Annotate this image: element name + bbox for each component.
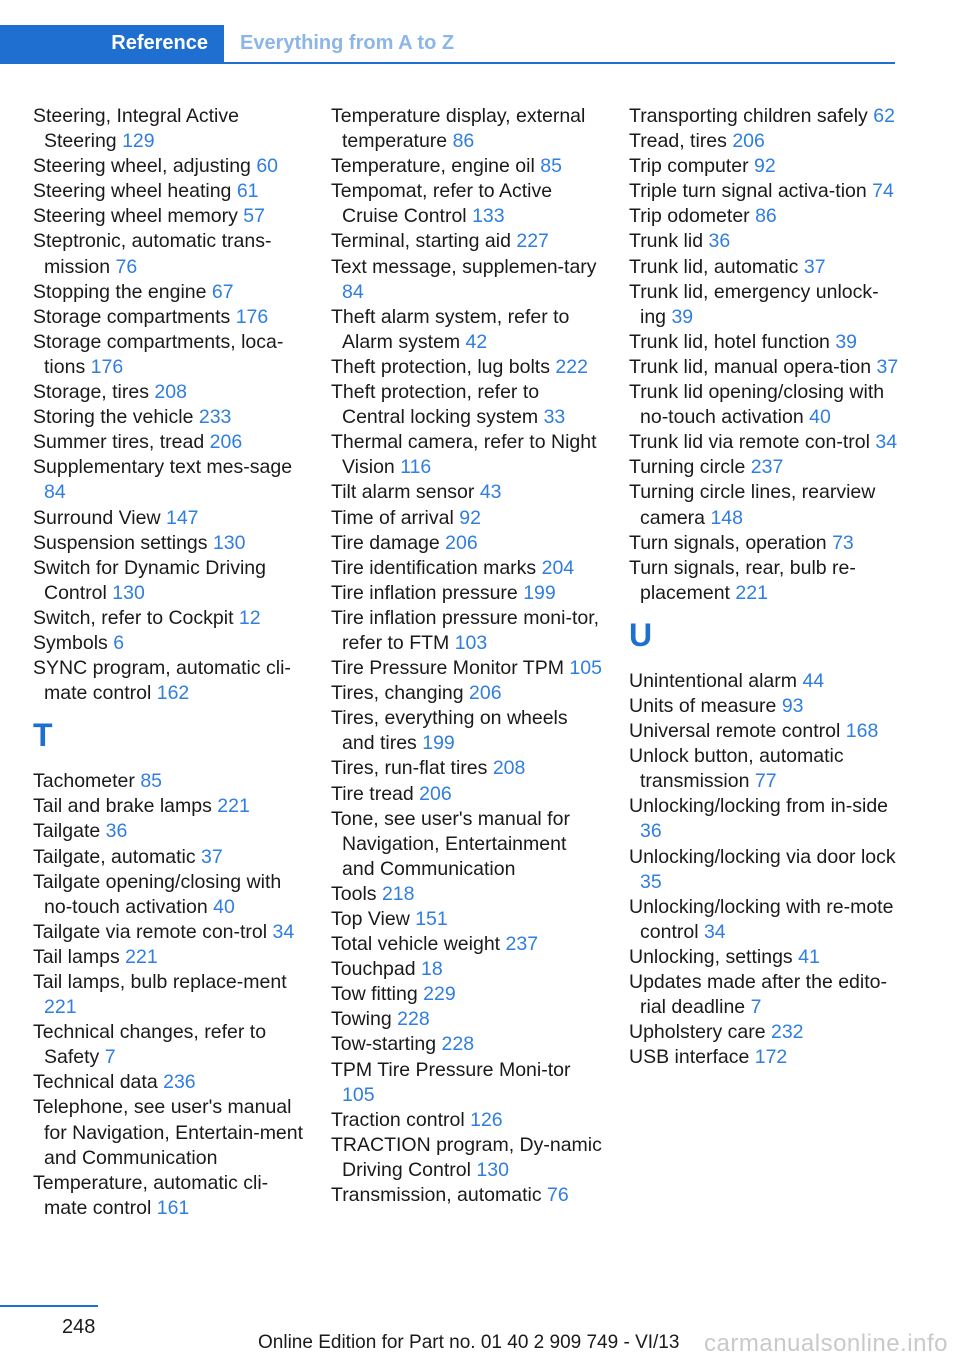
- index-entry: [629, 845, 901, 895]
- index-entry: [33, 1095, 305, 1170]
- page-reference-link[interactable]: 37: [803, 255, 826, 278]
- index-term: Total vehicle weight: [331, 933, 501, 956]
- index-entry: [33, 330, 305, 380]
- index-term: Switch, refer to Cockpit: [33, 606, 234, 629]
- index-entry: [629, 1045, 901, 1070]
- index-term: Tire tread: [331, 782, 414, 805]
- index-entry: [33, 656, 305, 706]
- index-term: Suspension settings: [33, 531, 208, 554]
- index-term: Trip computer: [629, 155, 749, 178]
- index-entry: [331, 179, 603, 229]
- page-reference-link[interactable]: 7: [104, 1046, 116, 1069]
- page-reference-link[interactable]: 36: [708, 230, 731, 253]
- page-reference-link[interactable]: 84: [44, 481, 66, 504]
- page-reference-link[interactable]: 39: [835, 330, 858, 353]
- index-term: Tempomat, refer to Active Cruise Control: [331, 180, 553, 228]
- page-reference-link[interactable]: 18: [421, 958, 443, 981]
- index-term: Tone, see user's manual for Navigation, Entertainment and Communication: [331, 807, 570, 880]
- index-term: TPM Tire Pressure Moni-tor: [331, 1058, 571, 1081]
- index-entry: [33, 1020, 305, 1070]
- index-term: Time of arrival: [331, 506, 454, 529]
- index-entry: [33, 179, 305, 204]
- index-entry: [629, 355, 901, 380]
- index-term: Text message, supplemen-tary: [331, 255, 597, 278]
- page-reference-link[interactable]: 218: [381, 882, 415, 905]
- index-term: TRACTION program, Dy-namic Driving Control: [331, 1133, 602, 1181]
- page-reference-link[interactable]: 206: [445, 531, 478, 554]
- index-entry: [331, 606, 603, 656]
- page-reference-link[interactable]: 199: [523, 581, 556, 604]
- index-term: Steering wheel heating: [33, 180, 232, 203]
- page-reference-link[interactable]: 199: [422, 732, 455, 755]
- index-term: Updates made after the edito-rial deadline: [629, 971, 887, 1019]
- page-reference-link[interactable]: 73: [832, 531, 854, 554]
- index-entry: [331, 807, 603, 882]
- index-entry: [33, 506, 305, 531]
- index-term: Turning circle: [629, 456, 746, 479]
- index-entry: [629, 719, 901, 744]
- index-term: Trunk lid via remote con-trol: [629, 431, 870, 454]
- page-reference-link[interactable]: 221: [125, 945, 158, 968]
- page-reference-link[interactable]: 76: [115, 255, 138, 278]
- index-term: SYNC program, automatic cli-mate control: [33, 657, 291, 705]
- page-reference-link[interactable]: 206: [732, 130, 765, 153]
- index-entry: [33, 104, 305, 154]
- index-term: Technical data: [33, 1071, 158, 1094]
- page-reference-link[interactable]: 116: [400, 456, 432, 479]
- index-entry: [629, 154, 901, 179]
- page-reference-link[interactable]: 84: [342, 280, 364, 303]
- index-term: Tires, everything on wheels and tires: [331, 707, 568, 755]
- page-reference-link[interactable]: 228: [397, 1008, 430, 1031]
- page-reference-link[interactable]: 33: [543, 406, 566, 429]
- index-term: Storage compartments: [33, 305, 231, 328]
- page-reference-link[interactable]: 34: [875, 431, 898, 454]
- index-term: Touchpad: [331, 958, 416, 981]
- index-entry: [629, 694, 901, 719]
- page-reference-link[interactable]: 76: [547, 1184, 569, 1207]
- page-header: [0, 25, 895, 64]
- page-reference-link[interactable]: 229: [423, 983, 456, 1006]
- index-term: Tailgate opening/closing with no-touch activation: [33, 870, 282, 918]
- index-term: Storing the vehicle: [33, 406, 194, 429]
- page-reference-link[interactable]: 206: [419, 782, 452, 805]
- page-reference-link[interactable]: 86: [755, 205, 777, 228]
- index-term: Steering wheel, adjusting: [33, 155, 251, 178]
- index-entry: [33, 1171, 305, 1221]
- page-reference-link[interactable]: 85: [540, 155, 562, 178]
- page-reference-link[interactable]: 221: [217, 795, 250, 818]
- page-reference-link[interactable]: 176: [235, 305, 269, 328]
- page-reference-link[interactable]: 222: [555, 355, 588, 378]
- index-term: Tools: [331, 882, 377, 905]
- page-reference-link[interactable]: 161: [156, 1196, 190, 1219]
- index-entry: [629, 330, 901, 355]
- page-reference-link[interactable]: 168: [845, 720, 879, 743]
- index-entry: [629, 229, 901, 254]
- index-term: Symbols: [33, 631, 108, 654]
- index-entry: [331, 782, 603, 807]
- index-term: Tire damage: [331, 531, 440, 554]
- index-entry: [33, 1070, 305, 1095]
- index-entry: [331, 681, 603, 706]
- page-reference-link[interactable]: 60: [256, 155, 279, 178]
- index-term: Theft alarm system, refer to Alarm system: [331, 305, 570, 353]
- index-entry: [33, 430, 305, 455]
- index-term: Storage compartments, loca-tions: [33, 330, 284, 378]
- page-reference-link[interactable]: 162: [156, 682, 190, 705]
- index-entry: [331, 430, 603, 480]
- index-term: Traction control: [331, 1108, 465, 1131]
- page-reference-link[interactable]: 105: [569, 657, 602, 680]
- index-term: Temperature display, external temperature: [331, 105, 586, 153]
- index-entry: [331, 556, 603, 581]
- index-term: Universal remote control: [629, 720, 841, 743]
- index-entry: [33, 970, 305, 1020]
- index-term: Steering wheel memory: [33, 205, 238, 228]
- index-term: Tail and brake lamps: [33, 795, 212, 818]
- index-column-2: [331, 104, 603, 1208]
- index-entry: [33, 280, 305, 305]
- index-term: Technical changes, refer to Safety: [33, 1021, 267, 1069]
- page-reference-link[interactable]: 37: [876, 355, 899, 378]
- page-reference-link[interactable]: 42: [465, 330, 488, 353]
- index-entry: [331, 1007, 603, 1032]
- index-term: Trunk lid, manual opera-tion: [629, 355, 872, 378]
- index-entry: [629, 970, 901, 1020]
- page-reference-link[interactable]: 86: [452, 130, 475, 153]
- index-entry: [331, 506, 603, 531]
- index-term: Tire Pressure Monitor TPM: [331, 657, 564, 680]
- index-term: Unlock button, automatic transmission: [629, 745, 844, 793]
- index-term: Telephone, see user's manual for Navigation, Entertain-ment and Communication: [33, 1096, 304, 1169]
- index-entry: [33, 769, 305, 794]
- page-reference-link[interactable]: 36: [640, 820, 662, 843]
- index-entry: [629, 129, 901, 154]
- index-entry: [629, 794, 901, 844]
- index-entry: [33, 920, 305, 945]
- index-term: Summer tires, tread: [33, 431, 205, 454]
- watermark: carmanualsonline.info: [704, 1330, 948, 1357]
- index-entry: [331, 154, 603, 179]
- page-reference-link[interactable]: 57: [243, 205, 265, 228]
- page-reference-link[interactable]: 130: [476, 1158, 509, 1181]
- page-reference-link[interactable]: 237: [505, 933, 539, 956]
- index-term: Turn signals, rear, bulb re-placement: [629, 556, 856, 604]
- index-entry: [331, 380, 603, 430]
- page-reference-link[interactable]: 92: [753, 155, 776, 178]
- index-entry: [331, 1058, 603, 1108]
- page-reference-link[interactable]: 206: [209, 431, 243, 454]
- page-reference-link[interactable]: 43: [479, 481, 502, 504]
- edition-note: Online Edition for Part no. 01 40 2 909 749 - VI/13: [258, 1332, 680, 1353]
- page-reference-link[interactable]: 61: [236, 180, 259, 203]
- page-reference-link[interactable]: 221: [44, 996, 77, 1019]
- page-reference-link[interactable]: 237: [750, 456, 784, 479]
- index-entry: [33, 154, 305, 179]
- index-term: Theft protection, lug bolts: [331, 355, 550, 378]
- index-entry: [629, 380, 901, 430]
- index-entry: [33, 945, 305, 970]
- index-term: Tires, run-flat tires: [331, 757, 488, 780]
- index-term: Turning circle lines, rearview camera: [629, 481, 876, 529]
- index-entry: [629, 104, 901, 129]
- page-reference-link[interactable]: 67: [211, 280, 234, 303]
- page-reference-link[interactable]: 233: [198, 406, 232, 429]
- index-term: Unintentional alarm: [629, 669, 798, 692]
- index-entry: [331, 1133, 603, 1183]
- index-term: Units of measure: [629, 694, 777, 717]
- index-entry: [331, 104, 603, 154]
- index-entry: [629, 531, 901, 556]
- page-reference-link[interactable]: 40: [809, 406, 831, 429]
- index-term: Tire identification marks: [331, 556, 537, 579]
- index-term: Terminal, starting aid: [331, 230, 511, 253]
- page-reference-link[interactable]: 34: [703, 920, 726, 943]
- index-entry: [331, 1108, 603, 1133]
- page-reference-link[interactable]: 130: [212, 531, 246, 554]
- index-term: Turn signals, operation: [629, 531, 827, 554]
- page-reference-link[interactable]: 36: [105, 820, 128, 843]
- index-term: Steptronic, automatic trans-mission: [33, 230, 272, 278]
- page-reference-link[interactable]: 35: [640, 870, 662, 893]
- index-term: Trunk lid, emergency unlock-ing: [629, 280, 879, 328]
- index-letter-heading: T: [33, 717, 53, 754]
- index-term: USB interface: [629, 1046, 750, 1069]
- index-entry: [629, 556, 901, 606]
- index-entry: [331, 982, 603, 1007]
- index-entry: [331, 957, 603, 982]
- section-tab: Reference: [0, 25, 224, 62]
- index-term: Stopping the engine: [33, 280, 207, 303]
- index-term: Trunk lid: [629, 230, 704, 253]
- page-reference-link[interactable]: 228: [441, 1033, 475, 1056]
- index-entry: [331, 656, 603, 681]
- index-term: Towing: [331, 1008, 392, 1031]
- index-term: Switch for Dynamic Driving Control: [33, 556, 266, 604]
- index-entry: [33, 531, 305, 556]
- page-reference-link[interactable]: 103: [454, 631, 488, 654]
- footer-rule: [0, 1305, 98, 1307]
- index-entry: [33, 631, 305, 656]
- index-entry: [331, 1183, 603, 1208]
- index-term: Trunk lid, automatic: [629, 255, 799, 278]
- index-entry: [629, 945, 901, 970]
- page-reference-link[interactable]: 147: [165, 506, 199, 529]
- page-number: 248: [62, 1316, 96, 1338]
- index-term: Triple turn signal activa-tion: [629, 180, 867, 203]
- page-reference-link[interactable]: 93: [781, 694, 804, 717]
- index-term: Steering, Integral Active Steering: [33, 105, 239, 153]
- page-reference-link[interactable]: 208: [492, 757, 526, 780]
- index-entry: [33, 455, 305, 505]
- index-entry: [629, 280, 901, 330]
- page-reference-link[interactable]: 172: [754, 1046, 788, 1069]
- index-term: Trunk lid opening/closing with no-touch activation: [629, 381, 885, 429]
- index-term: Transmission, automatic: [331, 1184, 542, 1207]
- index-entry: [33, 204, 305, 229]
- page-reference-link[interactable]: 227: [516, 230, 549, 253]
- index-entry: [331, 706, 603, 756]
- index-entry: [33, 405, 305, 430]
- index-term: Tire inflation pressure moni-tor, refer to FTM: [331, 606, 600, 654]
- index-entry: [33, 819, 305, 844]
- index-entry: [33, 870, 305, 920]
- page-reference-link[interactable]: 12: [238, 606, 261, 629]
- page-reference-link[interactable]: 206: [469, 682, 502, 705]
- index-entry: [331, 229, 603, 254]
- page-reference-link[interactable]: 148: [710, 506, 743, 529]
- page-reference-link[interactable]: 204: [541, 556, 575, 579]
- page-reference-link[interactable]: 129: [122, 130, 155, 153]
- index-term: Tires, changing: [331, 682, 464, 705]
- index-term: Tow-starting: [331, 1033, 437, 1056]
- index-entry: [331, 1032, 603, 1057]
- index-entry: [331, 355, 603, 380]
- index-term: Temperature, automatic cli-mate control: [33, 1171, 269, 1219]
- page-reference-link[interactable]: 208: [154, 381, 187, 404]
- page-reference-link[interactable]: 236: [163, 1071, 196, 1094]
- index-term: Tail lamps, bulb replace-ment: [33, 971, 287, 993]
- index-term: Upholstery care: [629, 1021, 766, 1044]
- index-term: Unlocking/locking with re-mote control: [629, 895, 894, 943]
- index-term: Storage, tires: [33, 381, 149, 404]
- index-column-1: [33, 104, 305, 1221]
- page-reference-link[interactable]: 7: [750, 996, 762, 1019]
- index-term: Trunk lid, hotel function: [629, 330, 830, 353]
- index-entry: [629, 1020, 901, 1045]
- page-reference-link[interactable]: 39: [671, 305, 694, 328]
- index-term: Temperature, engine oil: [331, 155, 535, 178]
- index-entry: [33, 556, 305, 606]
- page-reference-link[interactable]: 92: [459, 506, 481, 529]
- index-entry: [629, 895, 901, 945]
- index-entry: [629, 480, 901, 530]
- index-entry: [331, 255, 603, 305]
- page-reference-link[interactable]: 74: [872, 180, 894, 203]
- index-entry: [331, 531, 603, 556]
- index-term: Tailgate: [33, 820, 101, 843]
- chapter-title: Everything from A to Z: [240, 32, 455, 54]
- index-term: Tire inflation pressure: [331, 581, 518, 604]
- index-entry: [629, 744, 901, 794]
- index-term: Tread, tires: [629, 130, 727, 153]
- index-term: Tow fitting: [331, 983, 418, 1006]
- page-reference-link[interactable]: 34: [272, 920, 295, 943]
- index-term: Thermal camera, refer to Night Vision: [331, 431, 597, 479]
- index-entry: [33, 305, 305, 330]
- index-term: Supplementary text mes-sage: [33, 456, 293, 479]
- index-term: Unlocking, settings: [629, 945, 793, 968]
- index-entry: [33, 229, 305, 279]
- index-term: Top View: [331, 908, 410, 930]
- page-reference-link[interactable]: 221: [735, 581, 768, 604]
- index-entry: [629, 669, 901, 694]
- page-reference-link[interactable]: 77: [754, 770, 777, 793]
- index-term: Tail lamps: [33, 945, 120, 968]
- index-entry: [331, 932, 603, 957]
- index-entry: [331, 907, 603, 932]
- index-term: Trip odometer: [629, 205, 750, 228]
- index-term: Unlocking/locking from in-side: [629, 795, 889, 818]
- index-entry: [33, 845, 305, 870]
- page-reference-link[interactable]: 41: [798, 945, 820, 968]
- index-entry: [629, 455, 901, 480]
- index-entry: [331, 581, 603, 606]
- index-entry: [629, 255, 901, 280]
- index-entry: [331, 305, 603, 355]
- page-reference-link[interactable]: 130: [112, 581, 145, 604]
- index-entry: [331, 756, 603, 781]
- page-reference-link[interactable]: 37: [201, 845, 223, 868]
- index-entry: [33, 794, 305, 819]
- index-column-3: [629, 104, 901, 1070]
- index-entry: [629, 179, 901, 204]
- index-entry: [331, 882, 603, 907]
- page-reference-link[interactable]: 6: [113, 631, 125, 654]
- index-term: Tachometer: [33, 770, 135, 793]
- page-reference-link[interactable]: 40: [213, 895, 235, 918]
- index-term: Tailgate, automatic: [33, 845, 196, 868]
- index-term: Surround View: [33, 506, 161, 529]
- page-reference-link[interactable]: 44: [802, 669, 825, 692]
- page-reference-link[interactable]: 85: [140, 770, 163, 793]
- index-entry: [629, 204, 901, 229]
- page-reference-link[interactable]: 232: [770, 1021, 804, 1044]
- index-entry: [629, 430, 901, 455]
- index-letter-heading: U: [629, 616, 653, 653]
- index-entry: [331, 480, 603, 505]
- index-term: Tilt alarm sensor: [331, 481, 475, 504]
- page-reference-link[interactable]: 105: [342, 1083, 375, 1106]
- index-term: Transporting children safely: [629, 105, 868, 127]
- page-reference-link[interactable]: 62: [873, 105, 895, 127]
- index-entry: [33, 606, 305, 631]
- page-reference-link[interactable]: 151: [415, 908, 448, 930]
- index-term: Tailgate via remote con-trol: [33, 920, 268, 943]
- page-reference-link[interactable]: 176: [90, 355, 124, 378]
- page-reference-link[interactable]: 133: [472, 205, 505, 228]
- index-term: Theft protection, refer to Central locking system: [331, 381, 540, 429]
- index-entry: [33, 380, 305, 405]
- page-reference-link[interactable]: 126: [470, 1108, 503, 1131]
- index-term: Unlocking/locking via door lock: [629, 845, 896, 868]
